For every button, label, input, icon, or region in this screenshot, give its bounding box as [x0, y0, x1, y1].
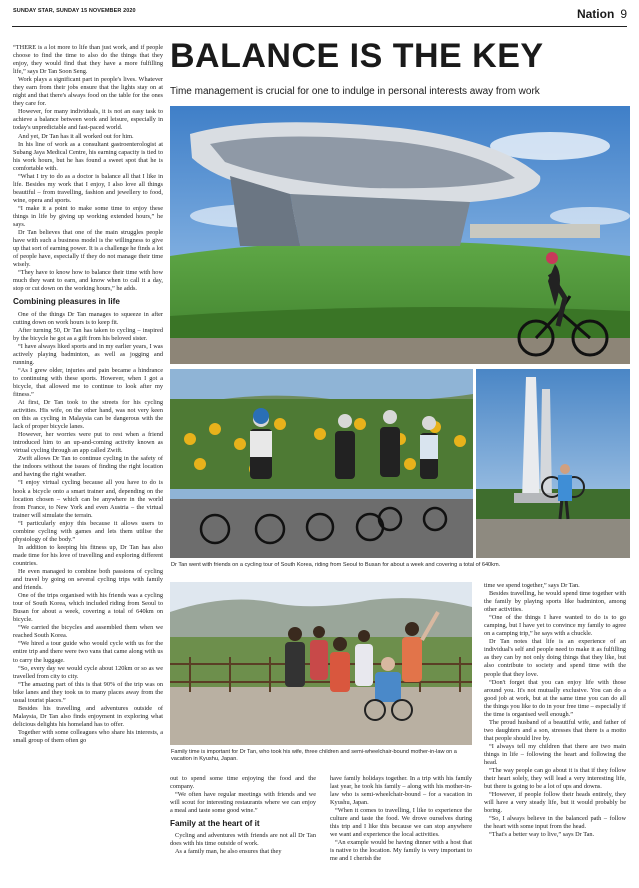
- paragraph: time we spend together,” says Dr Tan.: [484, 582, 580, 589]
- paragraph: “We often have regular meetings with friends and we will scout for interesting restaurants where we can enjoy a meal and taste some good wine.”: [170, 791, 316, 815]
- paragraph: The proud husband of a beautiful wife, and father of two daughters and a son, stresses that there is a motto that people should live by.: [484, 718, 626, 742]
- paragraph: “I make it a point to make some time to enjoy these things in life by giving up working extended hours,” he says.: [13, 204, 163, 229]
- paragraph: Cycling and adventures with friends are not all Dr Tan does with his time outside of work.: [170, 832, 316, 848]
- paragraph: “That's a better way to live,” says Dr Tan.: [489, 831, 595, 839]
- paragraph: Zwift allows Dr Tan to continue cycling in the safety of the indoors without the issues of finding the right location and having the right weather.: [13, 455, 163, 479]
- paragraph: Besides his travelling and adventures outside of Malaysia, Dr Tan also finds enjoyment in exploring what delicious delights his homeland has to offer.: [13, 704, 163, 728]
- stadium-cycling-photo: [170, 106, 630, 364]
- col4-text: [484, 582, 626, 840]
- paragraph: “I particularly enjoy this because it allows users to combine cycling with games and lets them utilise the physiology of the body.”: [13, 519, 163, 543]
- article-column-1: [13, 44, 163, 882]
- paragraph: “An example would be having dinner with a host that is native to the location. My family is very important to me and I cherish the: [330, 839, 472, 863]
- paragraph: “We hired a tour guide who would cycle with us for the entire trip and there were two vans that came along with us to carry the luggage.: [13, 640, 163, 664]
- paragraph: out to spend some time enjoying the food and the company.: [170, 775, 316, 791]
- standfirst: Time management is crucial for one to indulge in personal interests away from work: [170, 86, 540, 97]
- paragraph: “So, I always believe in the balanced path – follow the heart with some input from the head.: [484, 815, 626, 831]
- monument-photo: [476, 369, 630, 558]
- masthead-date: SUNDAY STAR, SUNDAY 15 NOVEMBER 2020: [13, 8, 136, 14]
- headline: BALANCE IS THE KEY: [170, 37, 544, 75]
- paragraph: Dr Tan notes that life is an experience of an individual's self and people need to make it as fulfilling as they can by not only doing things that they like, but also contribute to society and spend time with the people that they love.: [484, 638, 626, 678]
- page-number: 9: [620, 7, 627, 21]
- paragraph: One of the things Dr Tan manages to squeeze in after cutting down on work hours is to keep fit.: [13, 310, 163, 326]
- caption-family: Family time is important for Dr Tan, who took his wife, three children and semi-wheelchair-bound mother-in-law on a vacation in Kyushu, Japan.: [171, 749, 457, 763]
- article-column-2: [170, 775, 316, 882]
- top-rule: [12, 26, 627, 27]
- masthead-section: [577, 7, 627, 21]
- paragraph: “We carried the bicycles and assembled them when we reached South Korea.: [13, 624, 163, 640]
- paragraph: “As I grew older, injuries and pain became a hindrance to continuing with these sports. However, when I got a bicycle, that allowed me to continue to look after my fitness.”: [13, 366, 163, 398]
- paragraph: “However, if people follow their heads entirely, they will have a very steady life, but it would probably be boring.: [484, 791, 626, 815]
- group-cycling-photo: [170, 369, 473, 558]
- paragraph: “What I try to do as a doctor is balance all that I like in life. Besides my work that I enjoy, I also love all things beautiful – from travelling, fashion and jewellery to food, wine, opera and sports.: [13, 172, 163, 204]
- paragraph: “They have to know how to balance their time with how much they want to earn, and know when to call it a day, stop or cut down on the working hours,” he adds.: [13, 269, 163, 293]
- paragraph: have family holidays together. In a trip with his family last year, he took his family – along with his mother-in-law who is semi-wheelchair-bound – for a vacation in Kyushu, Japan.: [330, 775, 472, 807]
- paragraph: Besides travelling, he would spend time together with the family by playing sports like badminton, among other activities.: [484, 590, 626, 614]
- paragraph: Dr Tan believes that one of the main struggles people have with such a business model is the willingness to give up that sort of earning power. It is a challenge he finds a lot of people have, especially if they do not manage their time wisely.: [13, 229, 163, 269]
- paragraph: In his line of work as a consultant gastroenterologist at Subang Jaya Medical Centre, his earning capacity is tied to his work hours, but he has found a sweet spot that he is comfortable with.: [13, 140, 163, 172]
- article-column-3: [330, 775, 472, 882]
- paragraph: He even managed to combine both passions of cycling and travel by going on several cycling trips with family and friends.: [13, 568, 163, 592]
- subhead-combining-pleasures: Combining pleasures in life: [13, 297, 120, 307]
- paragraph: Work plays a significant part in people's lives. Whatever they earn from their jobs ensure that the lights stay on at night and that there's always food on the table for the ones they care for.: [13, 76, 163, 108]
- col3-text: [330, 775, 472, 864]
- paragraph: “THERE is a lot more to life than just work, and if people choose to find the time to also do the things that they enjoy, they would find that they have a more fulfilling life,” says Dr Tan Soon Seng.: [13, 44, 163, 76]
- paragraph: At first, Dr Tan took to the streets for his cycling activities. His wife, on the other hand, was not very keen on this as cycling in Malaysia can be dangerous with the lack of proper bicycle lanes.: [13, 399, 163, 431]
- paragraph: “The way people can go about it is that if they follow their heart solely, they will lead a very interesting life, but there is going to be a lot of ups and downs.: [484, 767, 626, 791]
- paragraph: “I have always liked sports and in my earlier years, I was actively playing badminton, as well as jogging and running.: [13, 342, 163, 366]
- paragraph: One of the trips organised with his friends was a cycling tour of South Korea, which included riding from Seoul to Busan for about a week, covering a total of 640km on bicycle.: [13, 592, 163, 624]
- section-name: Nation: [576, 7, 615, 21]
- paragraph: “Don't forget that you can enjoy life with those around you. It's not mutually exclusive. You can do a good job at work, but at the same time you can do all the things you like to do in your free time – especially if the time is organised well enough.”: [484, 678, 626, 718]
- paragraph: “I enjoy virtual cycling because all you have to do is hook a bicycle onto a smart trainer and, depending on the location chosen – which can be anywhere in the world from France, to New York and even Austria – the virtual trainer will simulate the terrain.: [13, 479, 163, 519]
- paragraph: “So, every day we would cycle about 120km or so as we travelled from city to city.: [13, 664, 163, 680]
- paragraph: “When it comes to travelling, I like to experience the culture and taste the food. We drove ourselves during this trip and I like this because we can stop anywhere we want and experience the local activities.: [330, 807, 472, 839]
- col2-part-b: [170, 832, 316, 856]
- paragraph: In addition to keeping his fitness up, Dr Tan has also made time for his love of travelling and exploring different countries.: [13, 543, 163, 567]
- paragraph: “I always tell my children that there are two main things in life – following the heart and following the head.: [484, 742, 626, 767]
- paragraph: “The amazing part of this is that 90% of the trip was on bike lanes and they took us to many places away from the usual tourist places.”: [13, 680, 163, 704]
- col1-part-b: [13, 311, 163, 746]
- col2-part-a: [170, 775, 316, 815]
- paragraph: However, for many individuals, it is not an easy task to achieve a balance between work and leisure, especially in today's unpredictable and fast-paced world.: [13, 108, 163, 132]
- paragraph: However, her worries were put to rest when a friend introduced him to an up-and-coming activity known as virtual cycling through an app called Zwift.: [13, 431, 163, 455]
- subhead-family: Family at the heart of it: [170, 819, 260, 829]
- paragraph: Together with some colleagues who share his interests, a small group of them often go: [13, 728, 163, 744]
- family-vacation-photo: [170, 582, 472, 745]
- paragraph: As a family man, he also ensures that they: [175, 848, 282, 856]
- paragraph: And yet, Dr Tan has it all worked out for him.: [18, 132, 134, 140]
- caption-cycling-trip: Dr Tan went with friends on a cycling tour of South Korea, riding from Seoul to Busan for about a week and covering a total of 640km.: [171, 562, 501, 568]
- col1-part-a: [13, 44, 163, 293]
- paragraph: “One of the things I have wanted to do is to go camping, but I have yet to convince my family to agree on a camping trip,” he says with a chuckle.: [484, 614, 626, 638]
- article-column-4: [484, 582, 626, 882]
- paragraph: After turning 50, Dr Tan has taken to cycling – inspired by the bicycle he got as a gift from his beloved sister.: [13, 326, 163, 342]
